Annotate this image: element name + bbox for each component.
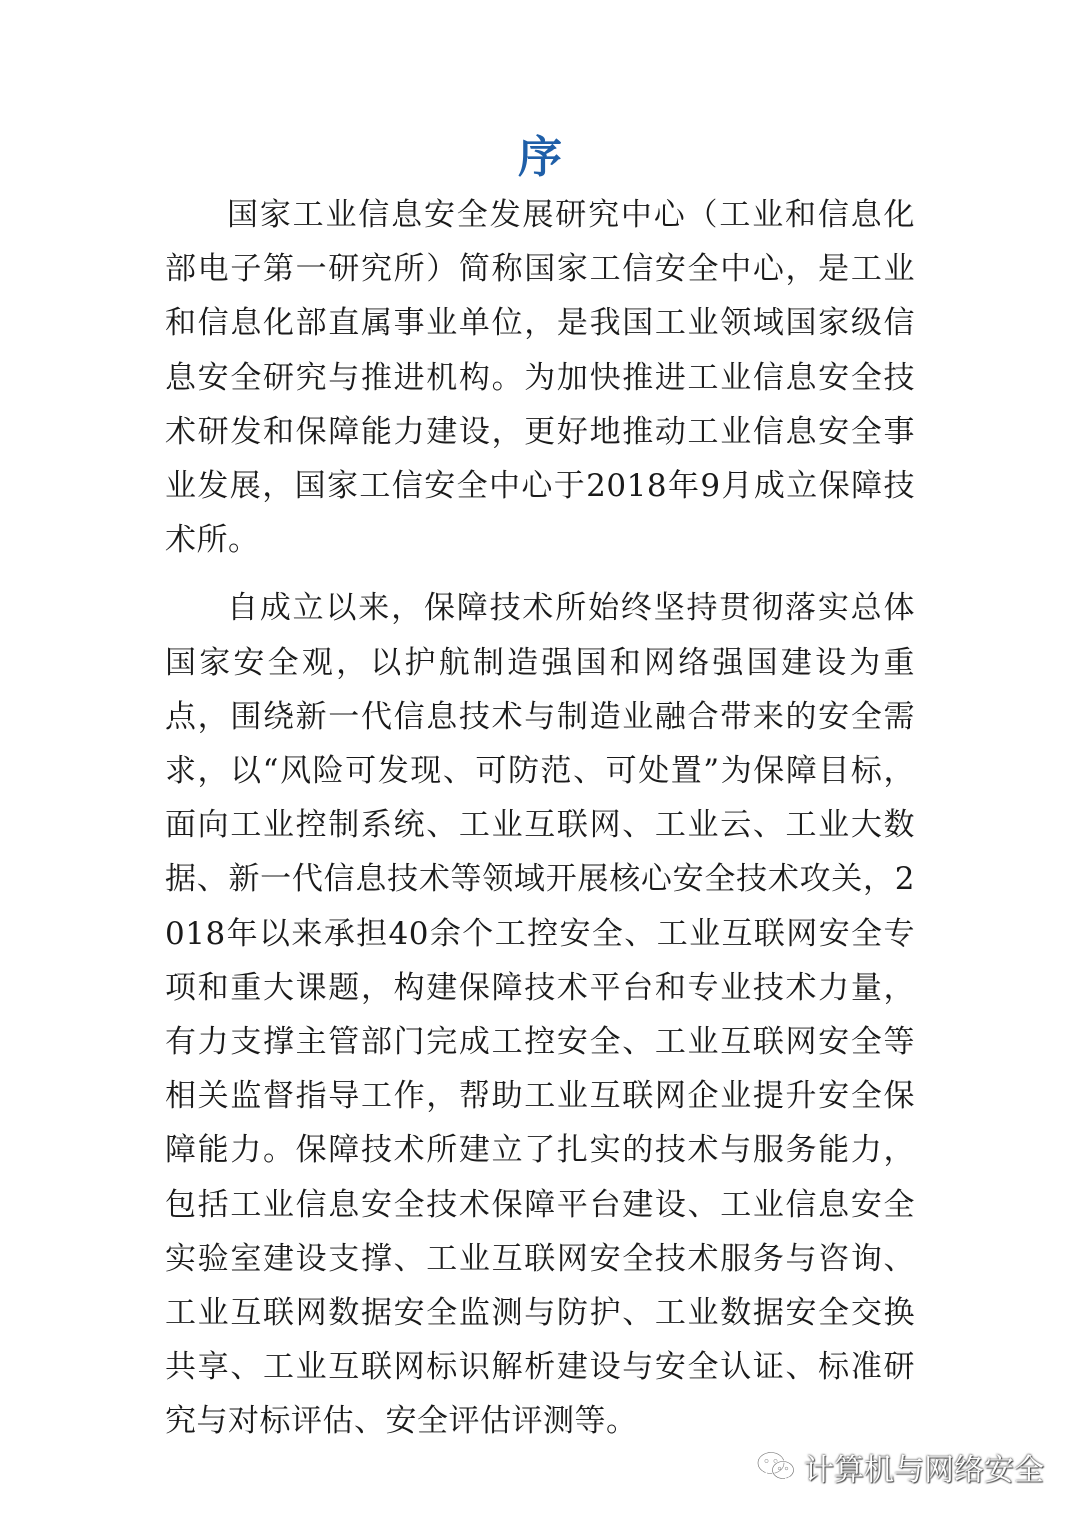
page-title: 序 — [518, 132, 562, 183]
paragraph-1: 国家工业信息安全发展研究中心（工业和信息化部电子第一研究所）简称国家工信安全中心，是工业和信息化部直属事业单位，是我国工业领域国家级信息安全研究与推进机构。为加快推进工业信息安全技术研发和保障能力建设，更好地推动工业信息安全事业发展，国家工信安全中心于2018年9月成立保障技术所。 — [165, 197, 915, 559]
watermark-text: 计算机与网络安全 — [804, 1453, 1044, 1488]
paragraph-2: 自成立以来，保障技术所始终坚持贯彻落实总体国家安全观，以护航制造强国和网络强国建设为重点，围绕新一代信息技术与制造业融合带来的安全需求，以“风险可发现、可防范、可处置”为保障目标，面向工业控制系统、工业互联网、工业云、工业大数据、新一代信息技术等领域开展核心安全技术攻关，2018年以来承担40余个工控安全、工业互联网安全专项和重大课题，构建保障技术平台和专业技术力量，有力支撑主管部门完成工控安全、工业互联网安全等相关监督指导工作，帮助工业互联网企业提升安全保障能力。保障技术所建立了扎实的技术与服务能力，包括工业信息安全技术保障平台建设、工业信息安全实验室建设支撑、工业互联网安全技术服务与咨询、工业互联网数据安全监测与防护、工业数据安全交换共享、工业互联网标识解析建设与安全认证、标准研究与对标评估、安全评估评测等。 — [165, 590, 915, 1440]
watermark — [756, 1445, 1044, 1489]
wechat-icon — [756, 1450, 796, 1484]
body-text — [165, 188, 915, 1449]
